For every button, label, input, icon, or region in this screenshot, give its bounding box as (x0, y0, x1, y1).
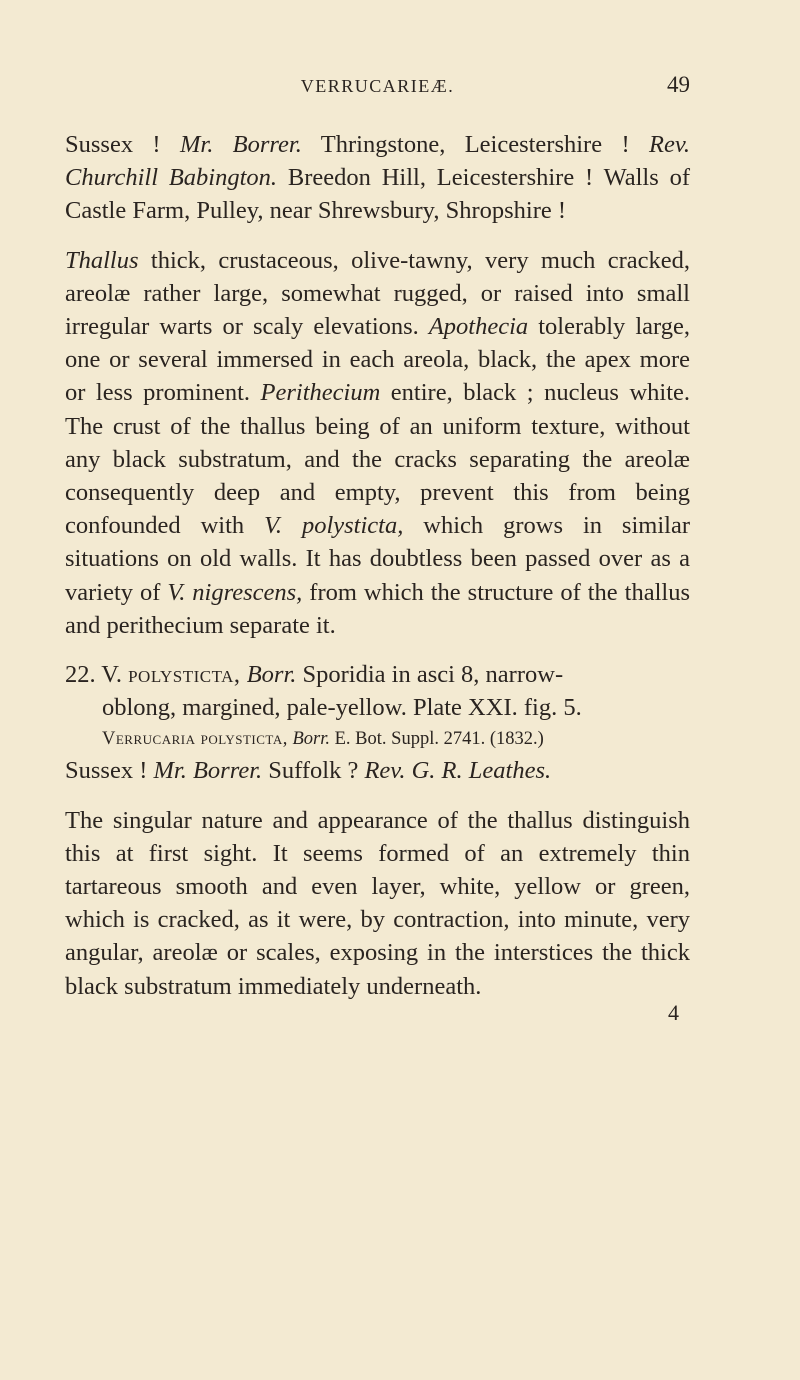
text-run: entire, black ; nucleus white. The crust of the thallus being of an uniform texture, without any black substratum, and the cracks separating the areolæ consequently deep and empty, prevent this from being confounded with (65, 379, 690, 540)
text-run: thick, crustaceous, olive-tawny, very much cracked, areolæ rather large, somewhat rugged, or raised into small irregular warts or scaly elevations. (65, 246, 690, 341)
paragraph-localities-1 (65, 128, 690, 228)
term-perithecium: Perithecium (260, 379, 381, 407)
text-run: Breedon Hill, Leicestershire ! Walls of Castle Farm, Pulley, near Shrewsbury, Shropshire ! (65, 164, 690, 225)
term-thallus: Thallus (65, 246, 139, 274)
text-run: tolerably large, one or several immersed in each areola, black, the apex more or less prominent. (65, 313, 690, 407)
text-run: Suffolk ? (262, 757, 365, 785)
running-title: VERRUCARIEÆ. (300, 76, 455, 96)
collector-name: Rev. G. R. Leathes. (364, 757, 552, 785)
synonym-citation (65, 724, 690, 754)
page-header (65, 72, 690, 116)
species-ref: V. polysticta, (264, 512, 404, 540)
synonym-name: Verrucaria polysticta, (102, 729, 288, 750)
text-run: Sussex ! (65, 757, 154, 785)
text-run: from which the structure of the thallus and perithecium separate it. (65, 578, 690, 639)
paragraph-description (65, 244, 690, 642)
text-run: which grows in similar situations on old walls. It has doubtless been passed over as a variety of (65, 512, 690, 606)
species-author: Borr. (240, 661, 297, 689)
species-ref: V. nigrescens, (167, 578, 303, 606)
term-apothecia: Apothecia (428, 313, 529, 341)
species-description: Sporidia in asci 8, narrow- (296, 661, 564, 689)
collector-name: Mr. Borrer. (153, 757, 263, 785)
species-name: polysticta, (128, 661, 241, 689)
signature-mark: 4 (668, 1000, 679, 1025)
page-number: 49 (667, 72, 690, 97)
paragraph-localities-2 (65, 754, 690, 787)
synonym-author: Borr. (287, 729, 330, 750)
collector-name: Rev. Churchill Babington. (65, 131, 691, 192)
text-run: Thringstone, Leicestershire ! (301, 131, 649, 158)
text-run: Sussex ! (65, 131, 180, 158)
collector-name: Mr. Borrer. (179, 131, 302, 158)
species-number: 22. V. (65, 661, 129, 689)
species-entry (65, 658, 690, 724)
species-description-cont: oblong, margined, pale-yellow. Plate XXI. fig. 5. (102, 694, 582, 722)
paragraph-remarks: The singular nature and appearance of the thallus distinguish this at first sight. It seems formed of an extremely thin tartareous smooth and even layer, white, yellow or green, which is cracked, as it were, by contraction, into minute, very angular, areolæ or scales, exposing in the interstices the thick black substratum immediately underneath. (65, 806, 690, 1000)
species-heading (65, 658, 690, 691)
body-text (65, 128, 690, 1003)
synonym-reference: E. Bot. Suppl. 2741. (1832.) (330, 729, 544, 750)
